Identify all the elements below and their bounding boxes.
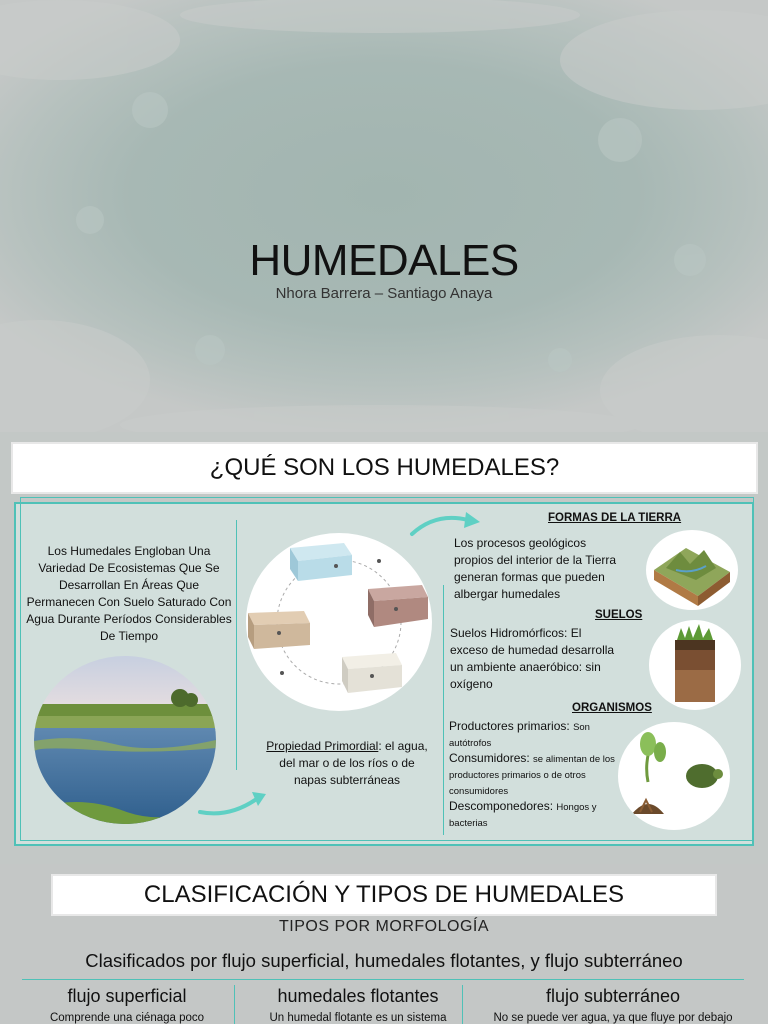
- organism-item: [449, 719, 619, 751]
- organism-term: Descomponedores:: [449, 799, 554, 813]
- landforms-text: Los procesos geológicos propios del interior de la Tierra generan formas que pueden albergar humedales: [454, 536, 617, 601]
- column-text-surface: Comprende una ciénaga poco: [49, 1012, 205, 1024]
- definition-text: Los Humedales Engloban Una Variedad De Ecosistemas Que Se Desarrollan En Áreas Que Permanecen Con Suelo Saturado Con Agua Durante Períodos Considerables De Tiempo: [26, 544, 232, 643]
- column-divider: [462, 985, 463, 1024]
- arrow-bottom-icon: [196, 786, 272, 820]
- slide2-title: ¿QUÉ SON LOS HUMEDALES?: [11, 442, 758, 494]
- classification-description: Clasificados por flujo superficial, humedales flotantes, y flujo subterráneo: [85, 950, 683, 971]
- slide3-title: CLASIFICACIÓN Y TIPOS DE HUMEDALES: [51, 874, 717, 916]
- organism-term: Productores primarios:: [449, 719, 570, 733]
- organism-detail: se alimentan de los productores primarios o de otros consumidores: [449, 754, 615, 797]
- main-title: HUMEDALES: [249, 236, 519, 285]
- rock-cycle-diagram: [246, 533, 432, 711]
- organism-detail: Son autótrofos: [449, 722, 590, 749]
- column-divider: [234, 985, 235, 1024]
- column-title-floating: humedales flotantes: [277, 986, 439, 1006]
- organisms-heading: ORGANISMOS: [572, 702, 652, 714]
- organisms-image: [618, 722, 730, 830]
- column-title-surface: flujo superficial: [67, 986, 187, 1006]
- organism-term: Consumidores:: [449, 751, 530, 765]
- organism-detail: Hongos y bacterias: [449, 802, 597, 829]
- wetland-photo: [34, 656, 216, 824]
- divider-left: [236, 520, 237, 770]
- column-text-subsurface: No se puede ver agua, ya que fluye por debajo: [493, 1012, 733, 1024]
- column-text-floating: Un humedal flotante es un sistema: [269, 1012, 447, 1024]
- organism-item: [449, 751, 619, 799]
- title-slide: [0, 0, 768, 432]
- texture-background: [0, 0, 768, 432]
- primary-property-label: Propiedad Primordial: [266, 739, 379, 753]
- organism-item: [449, 799, 619, 831]
- landforms-image: [646, 530, 738, 610]
- soils-text: Suelos Hidromórficos: El exceso de humedad desarrolla un ambiente anaeróbico: sin oxígeno: [450, 626, 615, 691]
- morphology-subtitle: TIPOS POR MORFOLOGÍA: [278, 918, 490, 935]
- primary-property: [262, 738, 432, 789]
- authors: Nhora Barrera – Santiago Anaya: [275, 285, 493, 302]
- column-title-subsurface: flujo subterráneo: [545, 986, 681, 1006]
- soil-profile-image: [649, 620, 741, 710]
- section-divider: [22, 979, 744, 980]
- organisms-list: [449, 719, 619, 831]
- landforms-heading: FORMAS DE LA TIERRA: [548, 512, 682, 524]
- divider-right: [443, 585, 444, 835]
- primary-property-text: : el agua, del mar o de los ríos o de napas subterráneas: [279, 739, 428, 787]
- soils-heading: SUELOS: [595, 609, 643, 621]
